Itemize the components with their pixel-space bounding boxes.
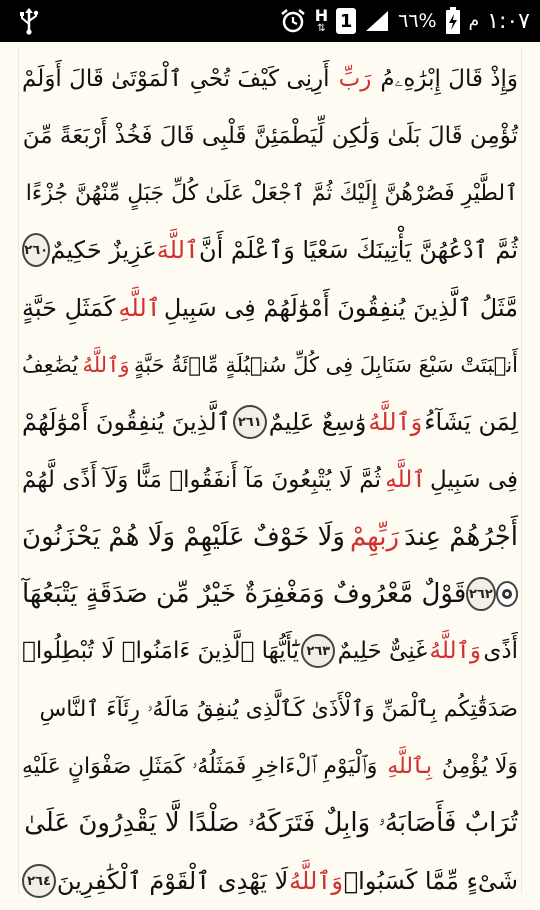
verse-text: لَا يَهْدِى ٱلْقَوْمَ ٱلْكَٰفِرِينَ [56, 867, 289, 895]
verse-line [22, 680, 518, 738]
alarm-icon [279, 7, 307, 35]
ayah-number-marker[interactable]: ٢٦٢ [466, 577, 495, 611]
verse-text: وَلَا يُؤْمِنُ [441, 753, 518, 779]
verse-line [22, 336, 518, 394]
divine-name-text: رَبِّ [338, 66, 372, 92]
ayah-number-marker[interactable]: ٢٦٤ [22, 864, 56, 898]
battery-percent: ٦٦% [398, 10, 437, 32]
ayah-number-marker[interactable]: ٢٦٠ [22, 233, 50, 267]
verse-line [22, 107, 518, 165]
verse-text: شَىْءٍ مِّمَّا كَسَبُوا۟ [343, 867, 518, 895]
verse-line [22, 852, 518, 910]
clock-period: م [468, 11, 480, 31]
divine-name-text: رَبِّهِمْ [349, 522, 400, 552]
usb-icon [14, 7, 44, 35]
quran-page[interactable] [0, 42, 540, 900]
divine-name-text: وَٱللَّهُ [82, 353, 130, 377]
verse-text: أَنۢبَتَتْ سَبْعَ سَنَابِلَ فِى كُلِّ سُنۢبُلَةٍ مِّا۟ئَةُ حَبَّةٍ [134, 353, 518, 377]
verse-line [22, 737, 518, 795]
verse-text: وَإِذْ قَالَ إِبْرَٰهِۦمُ [380, 66, 518, 92]
verse-text: ٱلطَّيْرِ فَصُرْهُنَّ إِلَيْكَ ثُمَّ ٱجْعَلْ عَلَىٰ كُلِّ جَبَلٍ مِّنْهُنَّ جُزْءًا [25, 180, 518, 206]
verse-text: يَٰٓأَيُّهَا ٱلَّذِينَ ءَامَنُوا۟ لَا تُبْطِلُوا۟ [22, 638, 300, 664]
verse-text: أَذًى [483, 638, 518, 664]
verse-text: تُؤْمِن قَالَ بَلَىٰ وَلَٰكِن لِّيَطْمَئِنَّ قَلْبِى قَالَ فَخُذْ أَرْبَعَةً مِّنَ [22, 123, 518, 149]
verse-line [22, 221, 518, 279]
verse-text: قَوْلٌ مَّعْرُوفٌ وَمَغْفِرَةٌ خَيْرٌ مِّن صَدَقَةٍ يَتْبَعُهَآ [22, 579, 467, 609]
verse-line [22, 508, 518, 566]
divine-name-text: بِٱللَّهِ [387, 753, 433, 779]
notification-badge: 1 [336, 8, 356, 34]
verse-text: ثُمَّ لَا يُتْبِعُونَ مَآ أَنفَقُوا۟ مَنًّا وَلَآ أَذًى لَّهُمْ [22, 467, 381, 493]
verse-text: تُرَابٌ فَأَصَابَهُۥ وَابِلٌ فَتَرَكَهُۥ صَلْدًا لَّا يَقْدِرُونَ عَلَىٰ [24, 807, 518, 838]
hizb-marker-icon [496, 581, 519, 607]
divine-name-text: وَٱللَّهُ [289, 867, 343, 895]
battery-charging-icon [445, 7, 461, 35]
verse-line [22, 794, 518, 852]
signal-icon [364, 9, 390, 33]
status-bar [0, 0, 540, 42]
verse-line [22, 451, 518, 509]
divine-name-text: وَٱللَّهُ [429, 638, 482, 664]
verse-text: فِى سَبِيلِ [429, 467, 518, 493]
verse-text: وَٰسِعٌ عَلِيمٌ [268, 408, 367, 436]
verse-text: وَلَا خَوْفٌ عَلَيْهِمْ وَلَا هُمْ يَحْزَنُونَ [22, 522, 345, 552]
verse-line [22, 279, 518, 337]
verse-line [22, 565, 518, 623]
verse-line [22, 50, 518, 108]
network-type: H ⇅ [314, 6, 329, 34]
verse-text: أَجْرُهُمْ عِندَ [404, 522, 518, 552]
verse-text: عَزِيزٌ حَكِيمٌ [50, 236, 157, 264]
verse-text: أَرِنِى كَيْفَ تُحْىِ ٱلْمَوْتَىٰ قَالَ أَوَلَمْ [22, 66, 330, 92]
verse-text: ثُمَّ ٱدْعُهُنَّ يَأْتِينَكَ سَعْيًا وَٱعْلَمْ أَنَّ [198, 236, 518, 264]
verse-text: كَمَثَلِ حَبَّةٍ [22, 294, 116, 322]
verse-text: لِمَن يَشَآءُ [424, 408, 518, 436]
verse-text: وَٱلْيَوْمِ ٱلْءَاخِرِ فَمَثَلُهُۥ كَمَثَلِ صَفْوَانٍ عَلَيْهِ [22, 753, 378, 779]
verse-text: صَدَقَٰتِكُم بِٱلْمَنِّ وَٱلْأَذَىٰ كَٱلَّذِى يُنفِقُ مَالَهُۥ رِئَآءَ ٱلنَّاسِ [39, 696, 518, 722]
verse-text: ٱلَّذِينَ يُنفِقُونَ أَمْوَٰلَهُمْ [22, 408, 231, 436]
verse-line [22, 164, 518, 222]
verse-text: غَنِىٌّ حَلِيمٌ [337, 638, 428, 664]
ayah-number-marker[interactable]: ٢٦١ [233, 405, 267, 439]
verse-line [22, 622, 518, 680]
divine-name-text: وَٱللَّهُ [368, 408, 423, 436]
divine-name-text: ٱللَّهِ [385, 467, 426, 493]
ayah-number-marker[interactable]: ٢٦٣ [301, 634, 335, 668]
clock-time: ١:٠٧ [487, 8, 530, 34]
verse-text: مَّثَلُ ٱلَّذِينَ يُنفِقُونَ أَمْوَٰلَهُمْ فِى سَبِيلِ [163, 294, 518, 322]
divine-name-text: ٱللَّهَ [156, 236, 199, 264]
verse-line [22, 393, 518, 451]
network-type-label: H [314, 6, 329, 25]
verse-text: يُضَٰعِفُ [22, 353, 78, 377]
divine-name-text: ٱللَّهِ [118, 294, 161, 322]
